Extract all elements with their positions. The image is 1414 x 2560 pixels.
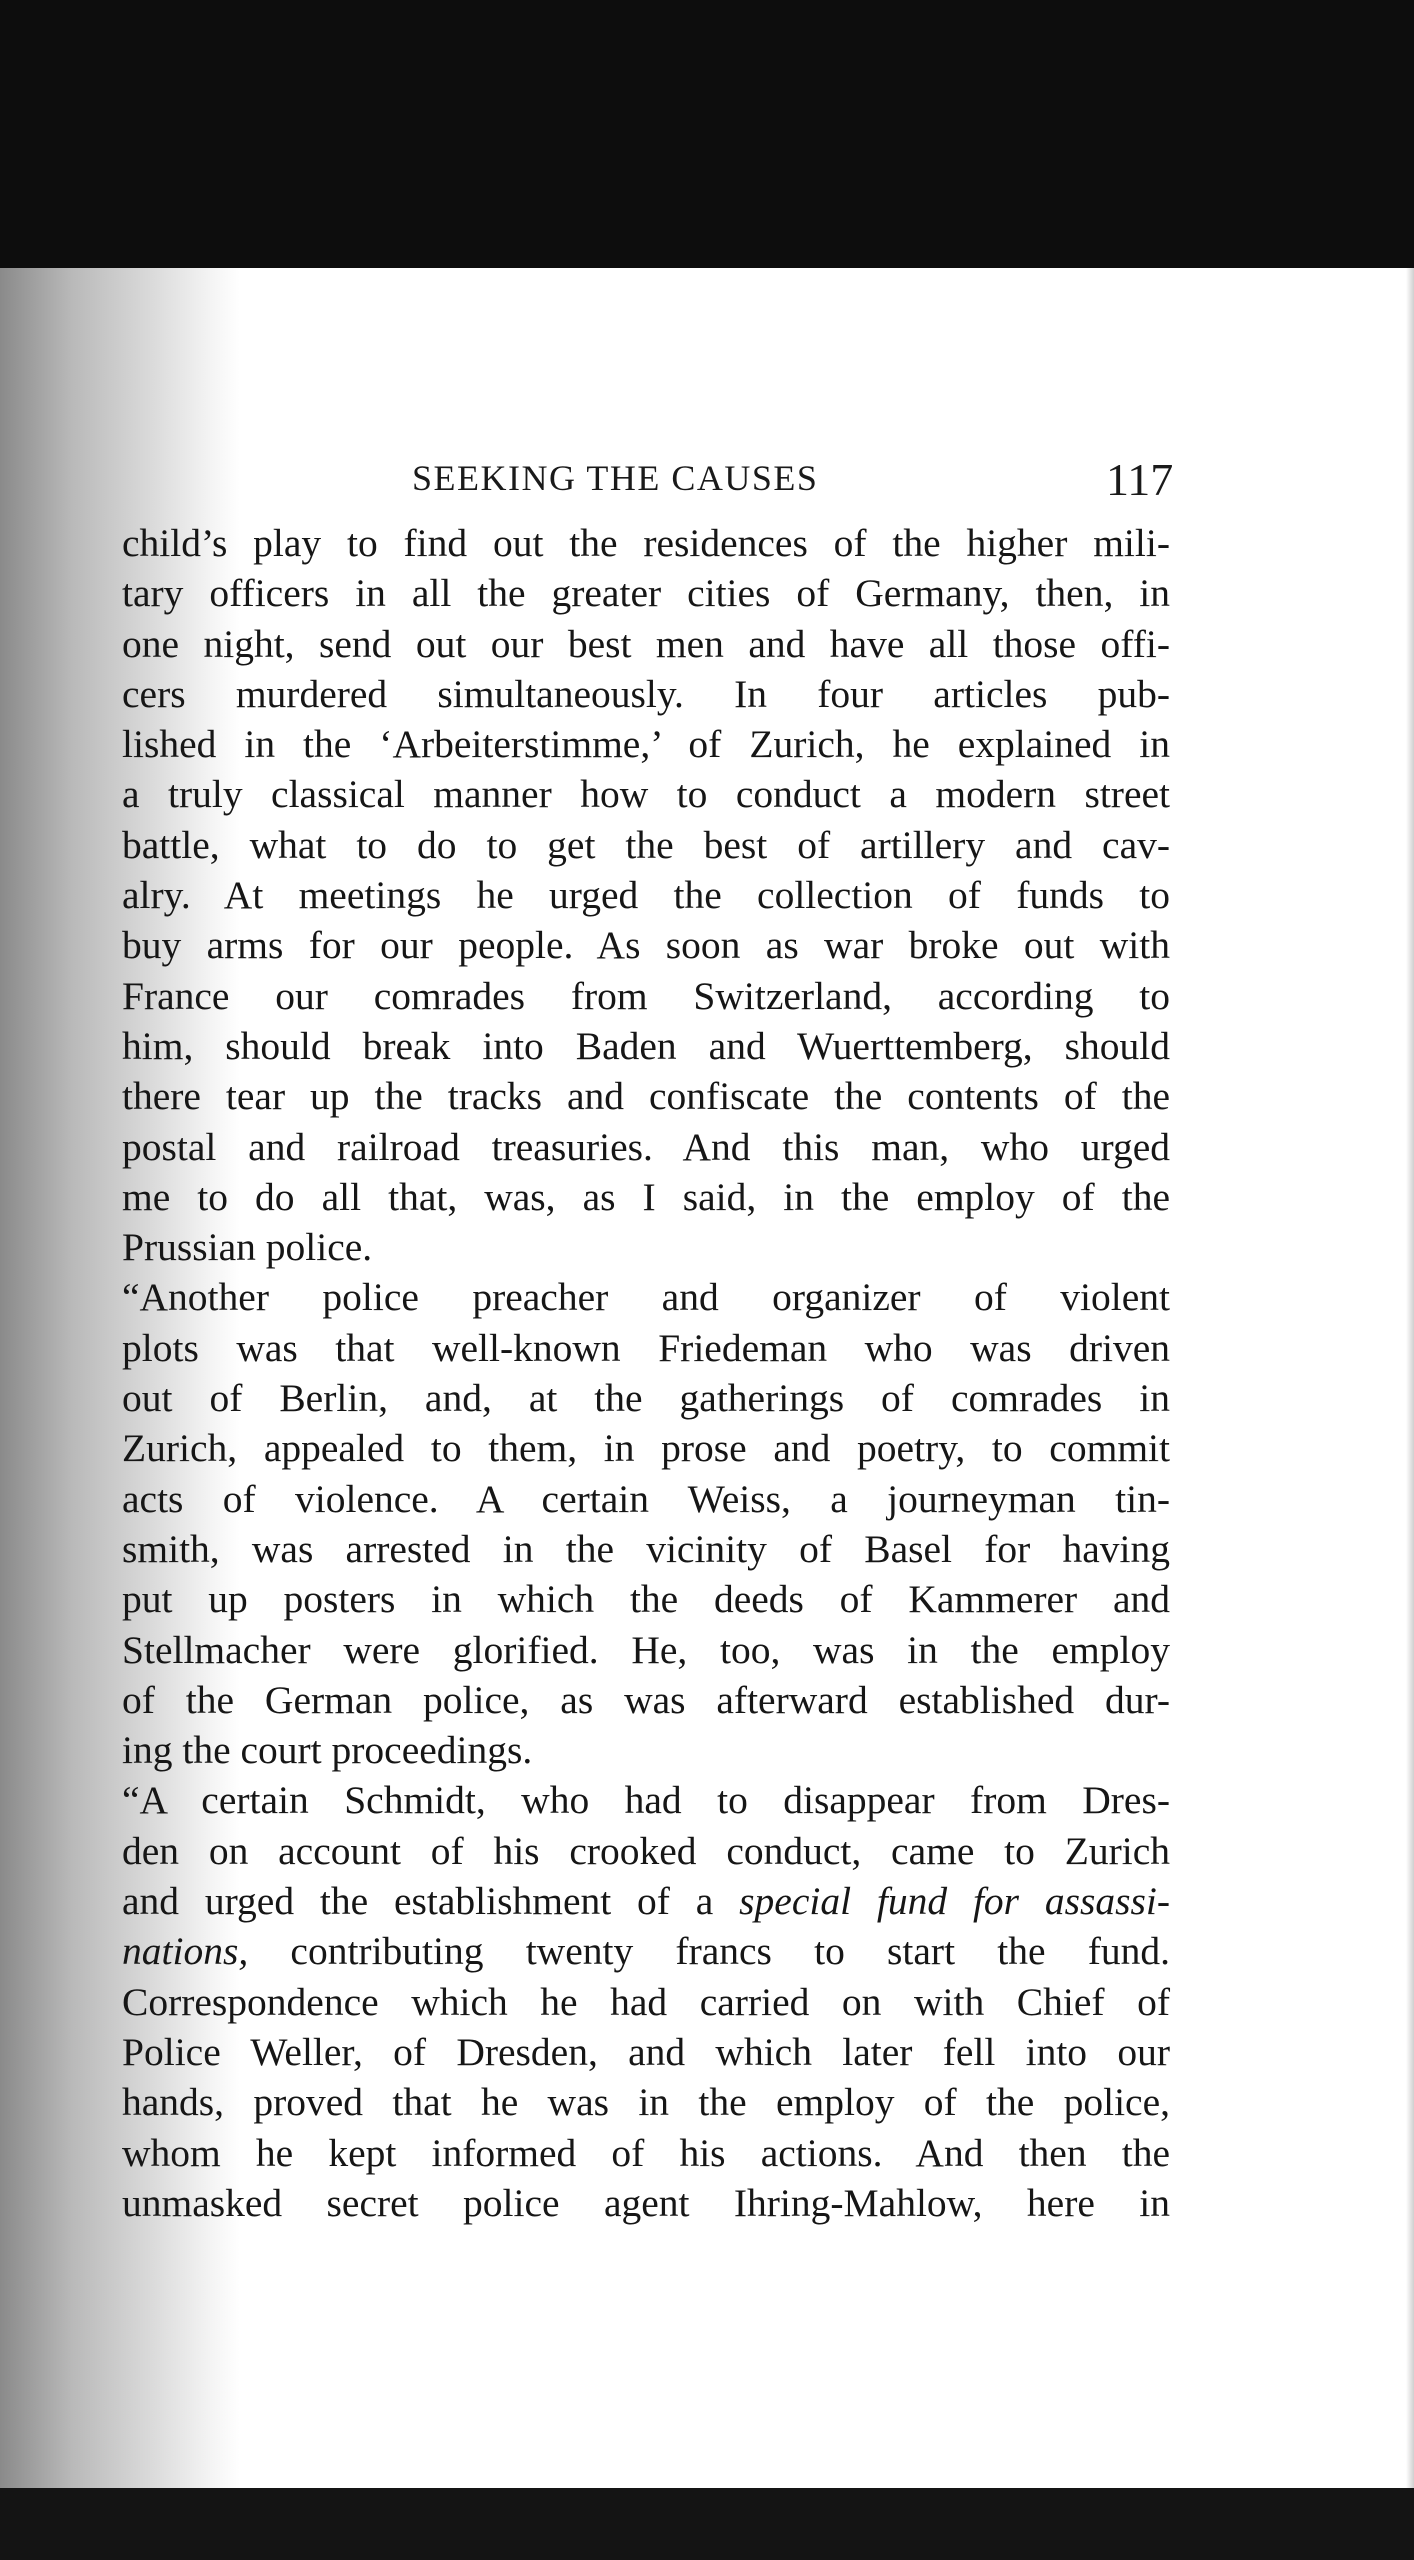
text-line: him, should break into Baden and Wuerttemberg, should	[122, 1023, 1170, 1068]
text-line: tary officers in all the greater cities of Germany, then, in	[122, 571, 1170, 616]
text-line: France our comrades from Switzerland, according to	[122, 973, 1170, 1018]
italic-segment: special fund for assassi-	[739, 1879, 1170, 1924]
running-title: SEEKING THE CAUSES	[412, 458, 819, 498]
text-line: den on account of his crooked conduct, came to Zurich	[122, 1828, 1170, 1873]
text-line: acts of violence. A certain Weiss, a journeyman tin-	[122, 1476, 1170, 1521]
text-line: of the German police, as was afterward established dur-	[122, 1677, 1170, 1722]
scan-top-border	[0, 0, 1414, 268]
text-line: lished in the ‘Arbeiterstimme,’ of Zurich, he explained in	[122, 722, 1170, 767]
scan-bottom-border	[0, 2488, 1414, 2560]
text-line: child’s play to find out the residences of the higher mili-	[122, 521, 1170, 565]
text-line: put up posters in which the deeds of Kammerer and	[122, 1577, 1170, 1622]
page-number: 117	[1106, 454, 1174, 505]
text-line: Zurich, appealed to them, in prose and poetry, to commit	[122, 1426, 1170, 1471]
text-segment: contributing twenty francs to start the fund.	[248, 1929, 1170, 1974]
text-line: hands, proved that he was in the employ of the police,	[122, 2080, 1170, 2125]
page-right-edge	[1406, 268, 1414, 2488]
running-head	[0, 448, 1414, 508]
text-line: ing the court proceedings.	[122, 1728, 533, 1773]
text-line: whom he kept informed of his actions. And then the	[122, 2130, 1170, 2175]
text-line: Stellmacher were glorified. He, too, was in the employ	[122, 1627, 1170, 1672]
text-segment: and urged the establishment of a	[122, 1879, 740, 1924]
text-line: “Another police preacher and organizer of violent	[122, 1275, 1170, 1320]
text-line: battle, what to do to get the best of artillery and cav-	[122, 822, 1170, 867]
text-line-mixed	[122, 1926, 1170, 1976]
text-line-mixed	[122, 1876, 1170, 1926]
text-line: “A certain Schmidt, who had to disappear from Dres-	[122, 1778, 1170, 1823]
text-line: postal and railroad treasuries. And this man, who urged	[122, 1124, 1170, 1169]
text-line: out of Berlin, and, at the gatherings of comrades in	[122, 1376, 1170, 1421]
text-line: a truly classical manner how to conduct a modern street	[122, 772, 1170, 817]
text-line: there tear up the tracks and confiscate the contents of the	[122, 1074, 1170, 1119]
text-line: one night, send out our best men and have all those offi-	[122, 621, 1170, 666]
text-line: cers murdered simultaneously. In four articles pub-	[122, 671, 1170, 716]
text-line: Police Weller, of Dresden, and which later fell into our	[122, 2029, 1170, 2074]
text-line: plots was that well-known Friedeman who was driven	[122, 1325, 1170, 1370]
text-line: Correspondence which he had carried on with Chief of	[122, 1979, 1170, 2024]
body-text	[122, 518, 1170, 2228]
book-page	[0, 268, 1414, 2488]
text-line: me to do all that, was, as I said, in the employ of the	[122, 1174, 1170, 1219]
text-line: alry. At meetings he urged the collection of funds to	[122, 873, 1170, 918]
italic-segment: nations,	[122, 1929, 249, 1974]
text-line: Prussian police.	[122, 1225, 373, 1270]
text-line: buy arms for our people. As soon as war broke out with	[122, 923, 1170, 968]
text-line: unmasked secret police agent Ihring-Mahlow, here in	[122, 2180, 1170, 2225]
text-line: smith, was arrested in the vicinity of Basel for having	[122, 1526, 1170, 1571]
